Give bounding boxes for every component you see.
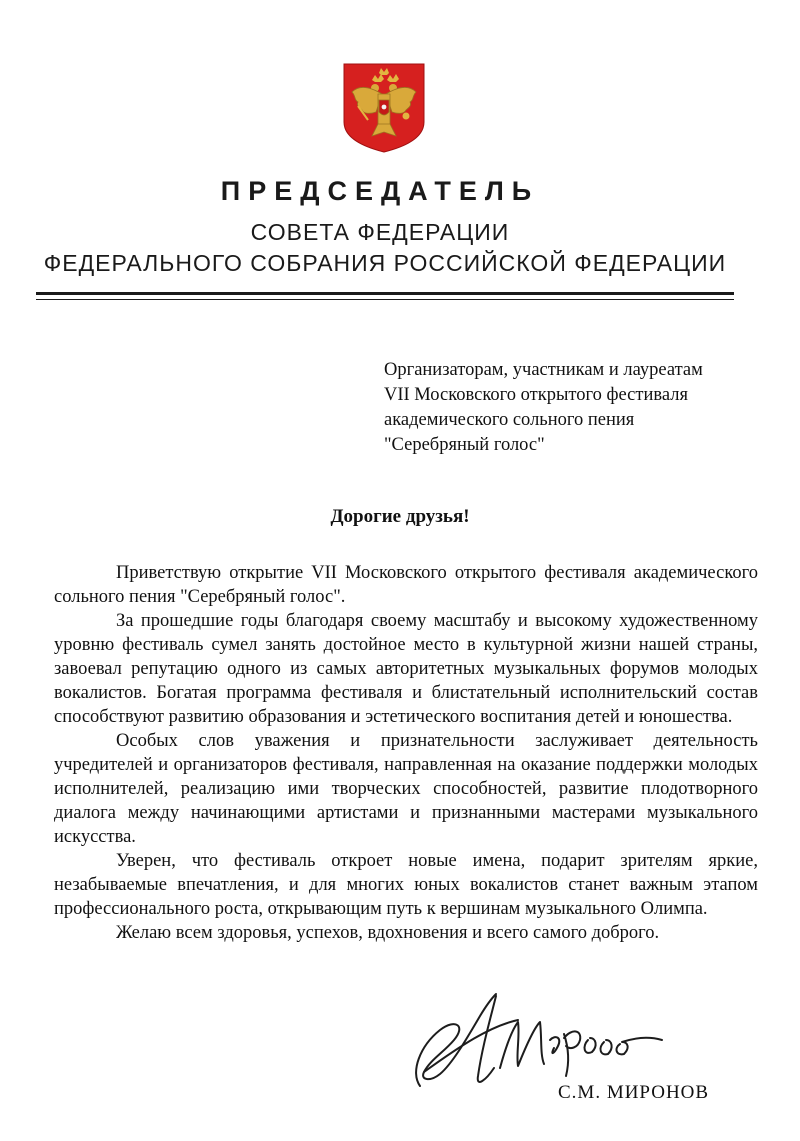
coat-of-arms-icon [342, 62, 426, 154]
signer-name: С.М. МИРОНОВ [558, 1082, 710, 1103]
addressee-line: "Серебряный голос" [384, 435, 545, 455]
addressee-line: академического сольного пения [384, 410, 635, 430]
addressee-block [384, 358, 764, 458]
body-paragraph: За прошедшие годы благодаря своему масштабу и высокому художественному уровню фестиваль сумел занять достойное место в культурной жизни нашей страны, завоевал репутацию одного из самых авторитетных музыкальных форумов молодых вокалистов. Богатая программа фестиваля и блистательный исполнительский состав способствуют развитию образования и эстетического воспитания детей и юношества. [54, 611, 758, 727]
letter-body [54, 561, 758, 945]
letterhead-title: ПРЕДСЕДАТЕЛЬ [220, 176, 540, 206]
letterhead-line-2: ФЕДЕРАЛЬНОГО СОБРАНИЯ РОССИЙСКОЙ ФЕДЕРАЦИИ [43, 250, 727, 276]
letterhead-divider-thick [36, 292, 734, 295]
body-paragraph: Уверен, что фестиваль откроет новые имена, подарит зрителям яркие, незабываемые впечатления, и для многих юных вокалистов станет важным этапом профессионального роста, открывающим путь к вершинам музыкального Олимпа. [54, 851, 758, 919]
body-paragraph: Приветствую открытие VII Московского открытого фестиваля академического сольного пения "Серебряный голос". [54, 563, 758, 607]
letterhead-divider-thin [36, 299, 734, 300]
addressee-line: VII Московского открытого фестиваля [384, 385, 688, 405]
body-paragraph: Желаю всем здоровья, успехов, вдохновения и всего самого доброго. [116, 923, 660, 943]
greeting: Дорогие друзья! [330, 506, 470, 527]
letterhead-line-1: СОВЕТА ФЕДЕРАЦИИ [250, 219, 510, 245]
body-paragraph: Особых слов уважения и признательности заслуживает деятельность учредителей и организаторов фестиваля, направленная на оказание поддержки молодых исполнителей, реализацию ими творческих способностей, развитие плодотворного диалога между начинающими артистами и признанными мастерами музыкального искусства. [54, 731, 758, 847]
addressee-line: Организаторам, участникам и лауреатам [384, 360, 703, 380]
